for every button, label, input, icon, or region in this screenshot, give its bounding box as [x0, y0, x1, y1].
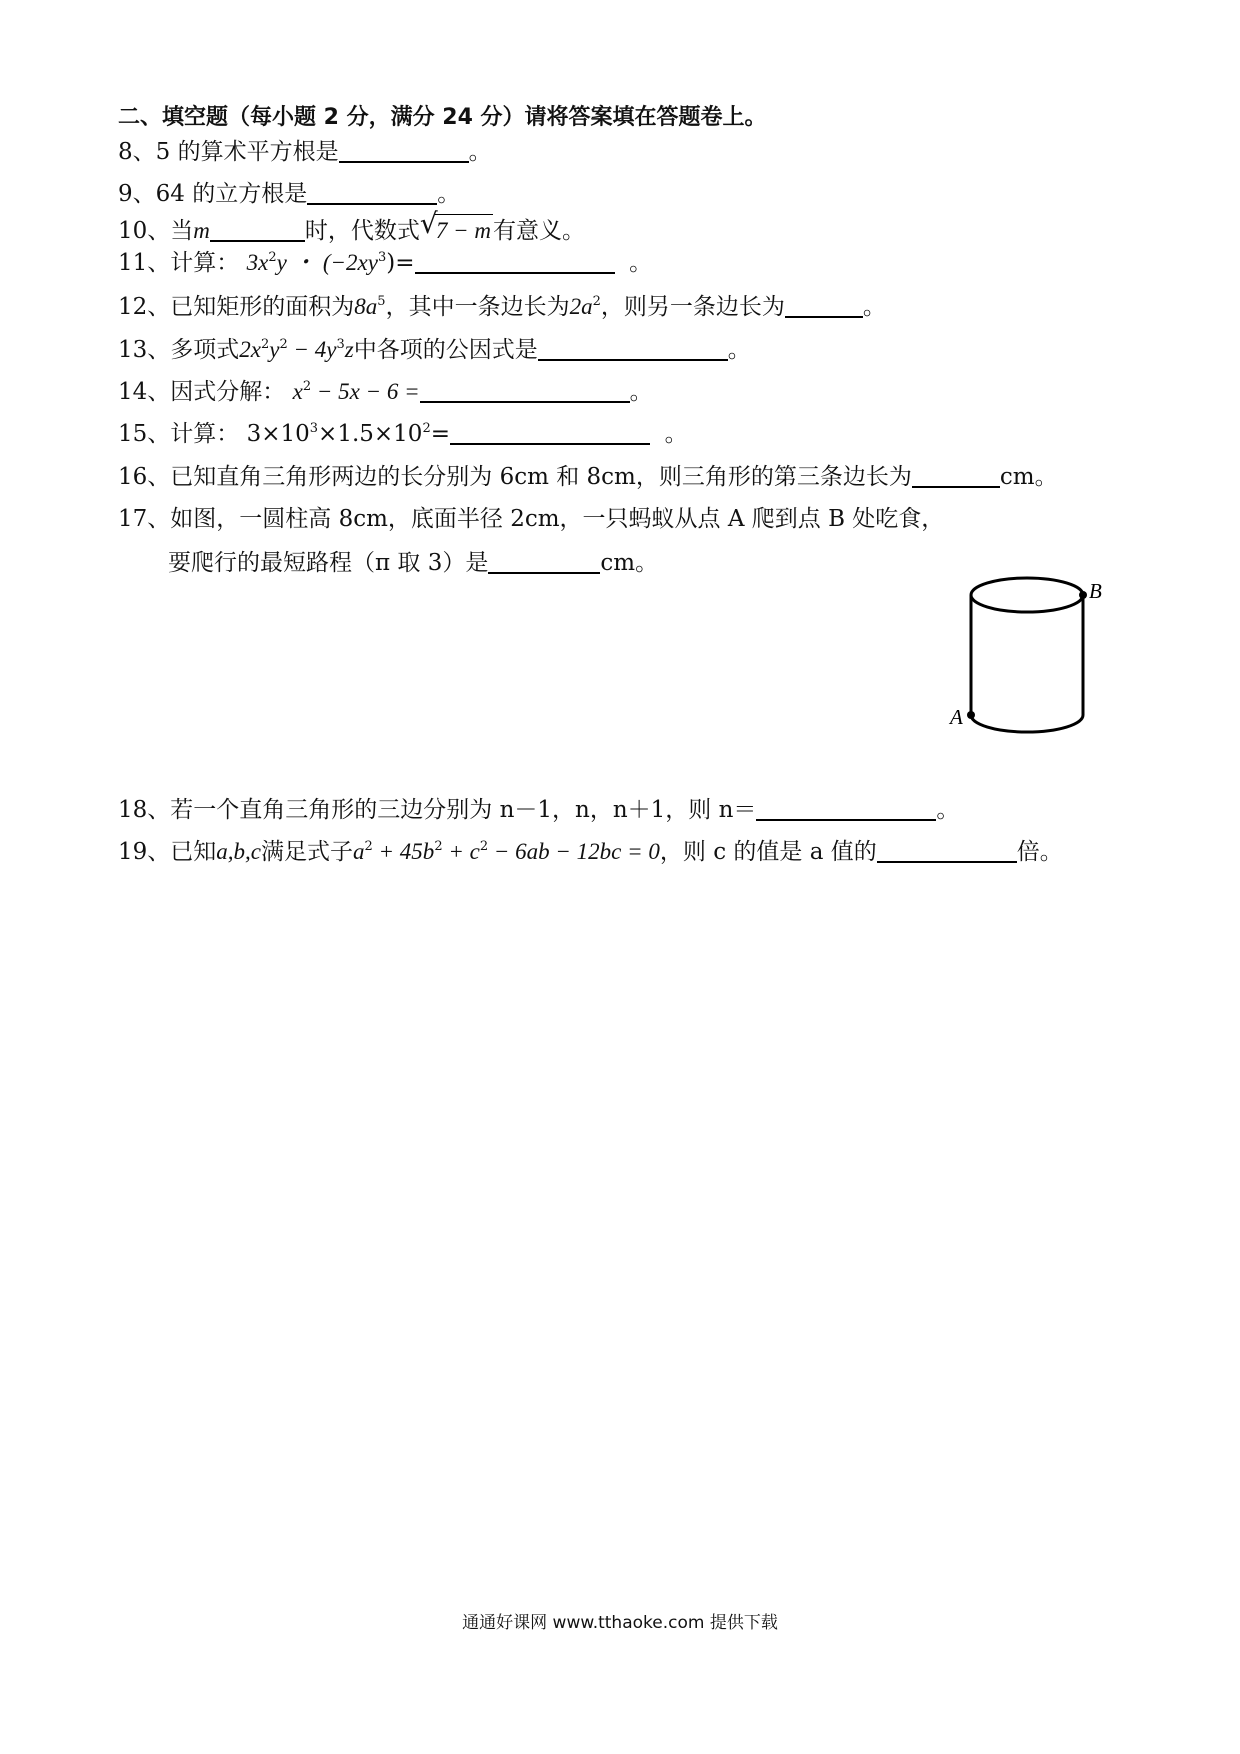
math-term: a,b,c: [216, 839, 261, 864]
math-term: z: [344, 337, 354, 362]
cylinder-bottom-arc: [971, 715, 1083, 732]
question-12: 12、已知矩形的面积为$8a^5$，其中一条边长为$2a^2$，则另一条边长为 。: [118, 290, 886, 323]
question-text: ，则另一条边长为: [600, 294, 785, 320]
math-term: − 6ab − 12bc = 0: [488, 839, 660, 864]
question-number: 9、: [118, 181, 156, 207]
question-end: 有意义。: [493, 218, 586, 244]
question-number: 14、: [118, 379, 171, 405]
math-term: 2x: [239, 337, 261, 362]
question-end: cm。: [600, 550, 659, 576]
question-14: 14、因式分解： $x^2 - 5x - 6$ = 。: [118, 375, 653, 408]
math-term: − 4y: [287, 337, 337, 362]
square-root: √ 7 − m: [420, 214, 493, 247]
question-number: 17、: [118, 506, 171, 532]
math-term: 3x: [246, 250, 269, 275]
answer-blank: [912, 460, 1000, 488]
math-term: y ・: [276, 250, 316, 275]
question-end: cm。: [999, 464, 1058, 490]
question-text: 如图，一圆柱高 8cm，底面半径 2cm，一只蚂蚁从点 A 爬到点 B 处吃食，: [170, 506, 945, 532]
question-end: 。: [936, 797, 960, 823]
question-end: 倍。: [1016, 839, 1063, 865]
question-10: [118, 207, 586, 247]
question-text: 已知: [170, 839, 217, 865]
question-end: 。: [727, 337, 751, 363]
question-11: 11、计算： $3x^2y$ ・ $(-2xy^3)=$ 。: [118, 246, 652, 279]
question-text: ，则 c 的值是 a 值的: [659, 839, 877, 865]
math-term: ×1.5×10: [318, 421, 423, 447]
math-term: + c: [442, 839, 480, 864]
question-text: 多项式: [170, 337, 240, 363]
question-text: 已知直角三角形两边的长分别为 6cm 和 8cm，则三角形的第三条边长为: [170, 464, 912, 490]
question-8: [118, 135, 492, 168]
question-text: ，其中一条边长为: [385, 294, 570, 320]
math-term: y: [269, 337, 280, 362]
question-text: 要爬行的最短路程（π 取 3）是: [168, 550, 489, 576]
math-term: =: [430, 421, 450, 447]
question-text: 5 的算术平方根是: [155, 139, 339, 165]
question-number: 11、: [118, 250, 171, 276]
answer-blank: [756, 793, 936, 821]
answer-blank: [415, 246, 615, 274]
question-text: 时，代数式: [304, 218, 420, 244]
answer-blank: [420, 375, 630, 403]
question-text: 中各项的公因式是: [353, 337, 538, 363]
math-term: a: [353, 839, 365, 864]
math-term: 2a: [569, 294, 593, 319]
question-9: [118, 177, 460, 210]
math-term: + 45b: [372, 839, 435, 864]
page-footer: 通通好课网 www.tthaoke.com 提供下载: [462, 1613, 778, 1633]
math-term: x: [292, 379, 303, 404]
section-heading: 二、填空题（每小题 2 分，满分 24 分）请将答案填在答题卷上。: [118, 105, 767, 130]
question-number: 8、: [118, 139, 156, 165]
question-text: 64 的立方根是: [155, 181, 308, 207]
answer-blank: [538, 333, 728, 361]
question-end: 。: [437, 181, 461, 207]
math-term: (−2xy: [322, 250, 378, 275]
point-a-label: A: [950, 705, 963, 729]
math-term: − 5x − 6 =: [311, 379, 420, 404]
question-number: 18、: [118, 797, 171, 823]
question-17-line2: [168, 546, 658, 579]
question-text: 满足式子: [261, 839, 353, 865]
question-end: 。: [664, 421, 688, 447]
answer-blank: [307, 177, 437, 205]
question-text: 计算：: [170, 421, 240, 447]
question-end: 。: [468, 139, 492, 165]
cylinder-top-ellipse: [971, 578, 1083, 612]
question-13: 13、多项式$2x^2y^2 - 4y^3z$中各项的公因式是 。: [118, 333, 751, 366]
question-text: 当: [170, 218, 194, 244]
question-17: [118, 503, 944, 535]
answer-blank: [785, 290, 863, 318]
answer-blank: [339, 135, 469, 163]
question-number: 12、: [118, 294, 171, 320]
answer-blank: [488, 546, 600, 574]
question-number: 10、: [118, 218, 171, 244]
question-end: 。: [629, 379, 653, 405]
point-b-label: B: [1089, 579, 1102, 603]
question-end: 。: [862, 294, 886, 320]
question-19: 19、已知a,b,c满足式子$a^2 + 45b^2 + c^2 - 6ab - 12bc = 0$，则 c 的值是 a 值的 倍。: [118, 835, 1063, 868]
question-text: 已知矩形的面积为: [170, 294, 355, 320]
point-b-dot: [1079, 591, 1087, 599]
question-18: [118, 793, 959, 826]
math-term: )=: [386, 250, 415, 276]
math-term: 8a: [354, 294, 378, 319]
math-term: 3×10: [246, 421, 310, 447]
question-number: 16、: [118, 464, 171, 490]
cylinder-figure: [940, 568, 1120, 748]
question-text: 计算：: [170, 250, 240, 276]
question-end: 。: [629, 250, 653, 276]
question-number: 19、: [118, 839, 171, 865]
question-text: 因式分解：: [170, 379, 286, 405]
answer-blank: [450, 417, 650, 445]
answer-blank: [877, 835, 1017, 863]
question-text: 若一个直角三角形的三边分别为 n－1，n，n＋1，则 n＝: [170, 797, 757, 823]
question-number: 15、: [118, 421, 171, 447]
question-number: 13、: [118, 337, 171, 363]
answer-blank: [210, 214, 305, 242]
question-16: [118, 460, 1058, 493]
variable: m: [193, 218, 210, 243]
question-15: 15、计算： $3\times 10^3\times 1.5\times 10^2=$ 。: [118, 417, 688, 450]
point-a-dot: [967, 711, 975, 719]
